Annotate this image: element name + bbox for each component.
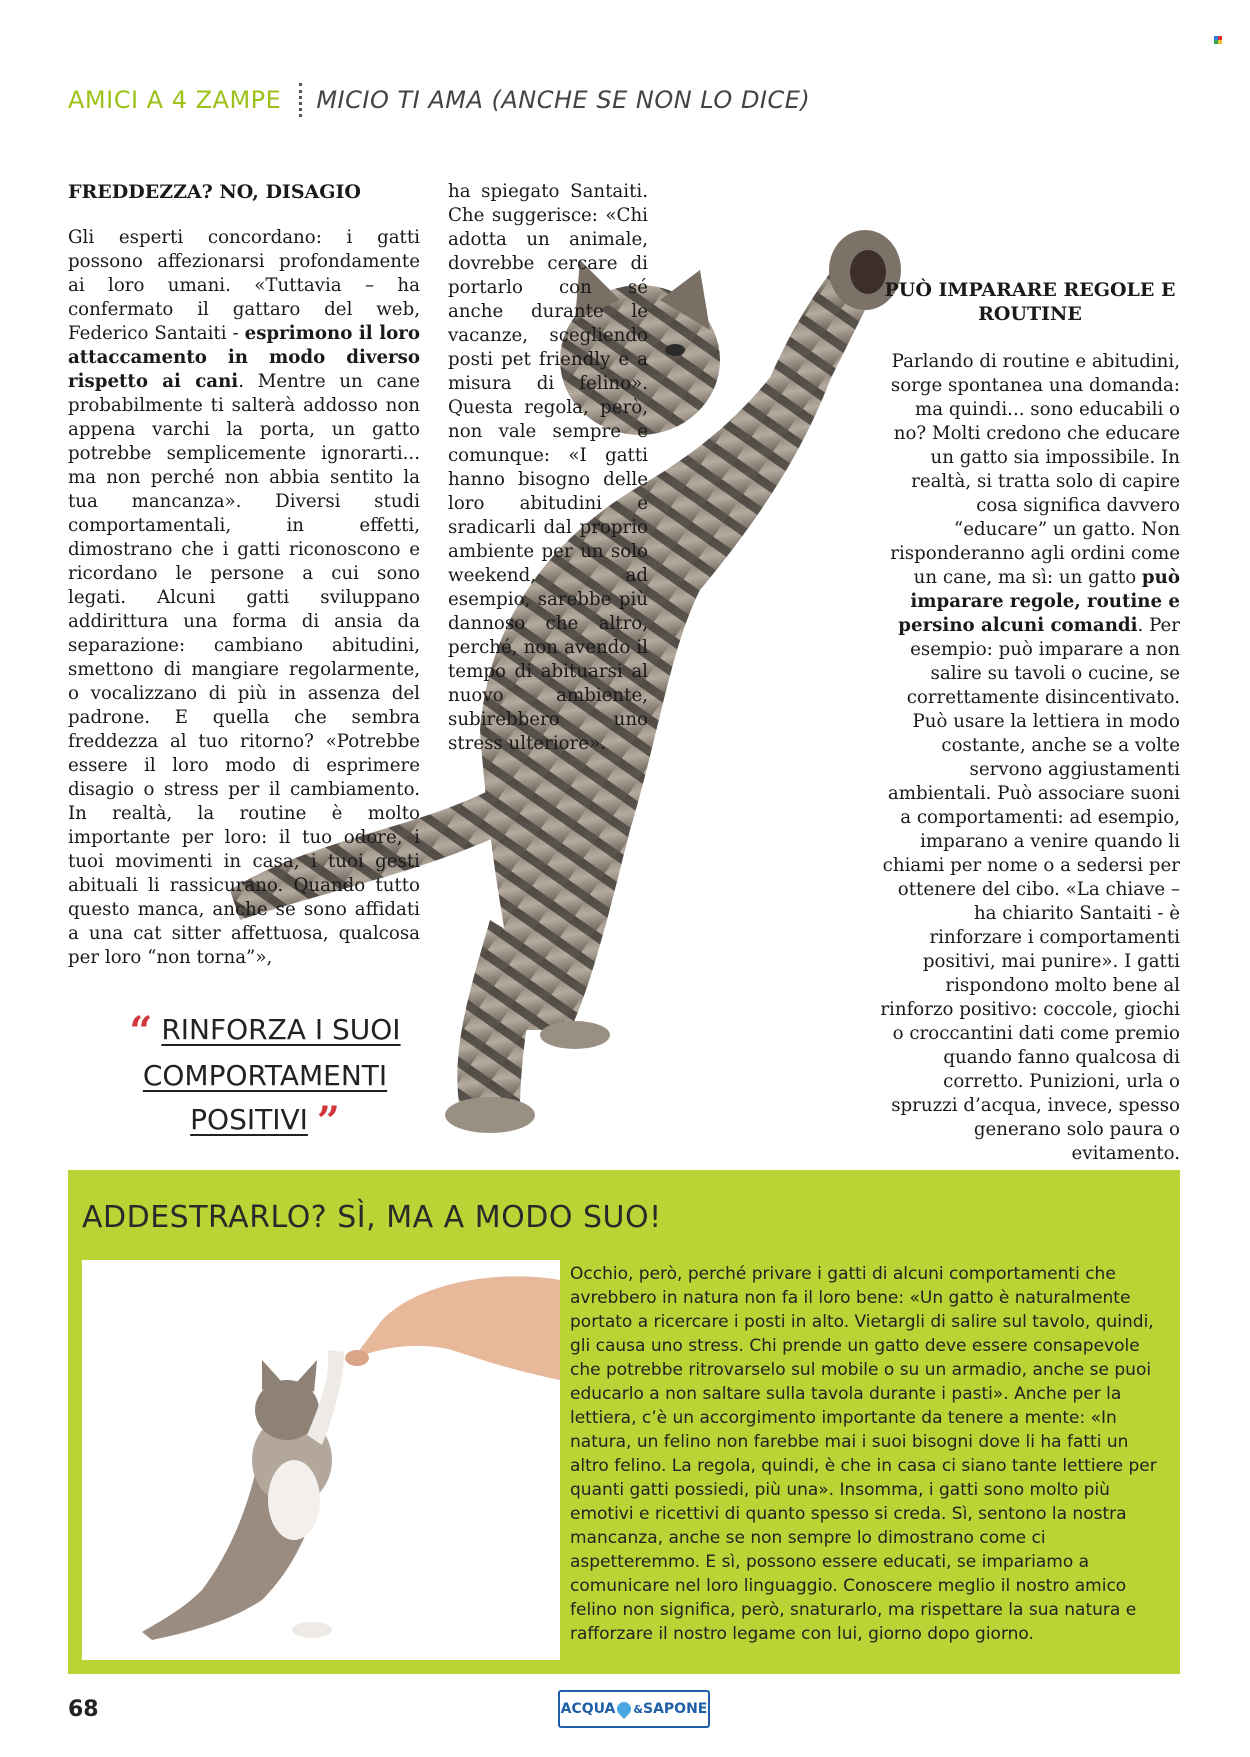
quote-line-2: COMPORTAMENTI xyxy=(142,1059,388,1092)
column-3 xyxy=(880,278,1180,1166)
section-heading-regole: PUÒ IMPARARE REGOLE E ROUTINE xyxy=(884,279,1176,325)
page-number: 68 xyxy=(68,1697,99,1722)
quote-line-3: POSITIVI xyxy=(190,1103,308,1136)
section-label: AMICI A 4 ZAMPE xyxy=(68,86,282,114)
text-run: . Per esempio: può imparare a non salire su tavoli o cucine, se correttamente disincentivato. Può usare la lettiera in modo costante, anche se a volte servono aggiustamenti ambientali. Può associare suoni a comportamenti: ad esempio, imparano a venire quando li chiami per nome o a sedersi per ottenere del cibo. «La chiave – ha chiarito Santaiti - è rinforzare i comportamenti positivi, mai punire». I gatti rispondono molto bene al rinforzo positivo: coccole, giochi o croccantini dati come premio quando fanno qualcosa di corretto. Punizioni, urla o spruzzi d’acqua, invece, spesso generano solo paura o evitamento. xyxy=(880,615,1180,1164)
box-title: ADDESTRARLO? SÌ, MA A MODO SUO! xyxy=(82,1200,662,1235)
paragraph-continuation: ha spiegato Santaiti. Che suggerisce: «Chi adotta un animale, dovrebbe cercare di portarlo con sé anche durante le vacanze, scegliendo posti pet friendly e a misura di felino». Questa regola, però, non vale sempre e comunque: «I gatti hanno bisogno delle loro abitudini e sradicarli dal proprio ambiente per un solo weekend, ad esempio, sarebbe più dannoso che altro, perché, non avendo il tempo di abituarsi al nuovo ambiente, subirebbero uno stress ulteriore». xyxy=(448,181,648,754)
bold-text: esprimono il loro attaccamento in modo diverso rispetto ai cani xyxy=(68,323,420,392)
header-divider xyxy=(299,83,302,117)
quote-line-1: RINFORZA I SUOI xyxy=(161,1013,401,1046)
logo-text-left: ACQUA xyxy=(560,1701,616,1717)
pull-quote xyxy=(100,1008,430,1144)
box-text xyxy=(570,1262,1160,1646)
open-quote-icon: “ xyxy=(129,1008,153,1055)
acqua-e-sapone-logo xyxy=(558,1690,710,1728)
article-title: MICIO TI AMA (ANCHE SE NON LO DICE) xyxy=(316,86,811,114)
water-drop-icon xyxy=(615,1699,635,1719)
close-quote-icon: ” xyxy=(316,1098,340,1145)
paragraph-freddezza xyxy=(68,226,420,970)
section-heading-freddezza: FREDDEZZA? NO, DISAGIO xyxy=(68,181,361,203)
box-paragraph: Occhio, però, perché privare i gatti di alcuni comportamenti che avrebbero in natura non fa il loro bene: «Un gatto è naturalmente portato a ricercare i posti in alto. Vietargli di salire sul tavolo, quindi, gli causa uno stress. Chi prende un gatto deve essere consapevole che potrebbe ritrovarselo sul mobile o su un armadio, anche se puoi educarlo a non saltare sulla tavola durante i pasti». Anche per la lettiera, c’è un accorgimento importante da tenere a mente: «In natura, un felino non farebbe mai i suoi bisogni dove li ha fatti un altro felino. La regola, quindi, è che in casa ci siano tante lettiere per quanti gatti possiedi, più una». Insomma, i gatti sono molto più emotivi e ricettivi di quanto spesso si creda. Sì, sentono la nostra mancanza, anche se non sempre lo dimostrano come ci aspetteremmo. E sì, possono essere educati, se impariamo a comunicare nel loro linguaggio. Conoscere meglio il nostro amico felino non significa, però, snaturarlo, ma rispettare la sua natura e rafforzare il nostro legame con lui, giorno dopo giorno. xyxy=(570,1264,1157,1644)
bold-text: può imparare regole, routine e persino alcuni comandi xyxy=(898,567,1180,636)
page-header xyxy=(68,80,810,120)
column-1 xyxy=(68,180,420,970)
text-run: . Mentre un cane probabilmente ti salterà addosso non appena varchi la porta, un gatto potrebbe semplicemente ignorarti... ma non perché non abbia sentito la tua mancanza». Diversi studi comportamentali, in effetti, dimostrano che i gatti riconoscono e ricordano le persone a cui sono legati. Alcuni gatti sviluppano addirittura una forma di ansia da separazione: cambiano abitudini, smettono di mangiare regolarmente, o vocalizzano di più in assenza del padrone. E quella che sembra freddezza al tuo ritorno? «Potrebbe essere il loro modo di esprimere disagio o stress per il cambiamento. In realtà, la routine è molto importante per loro: il tuo odore, i tuoi movimenti in casa, i tuoi gesti abituali li rassicurano. Quando tutto questo manca, anche se sono affidati a una cat sitter affettuosa, qualcosa per loro “non torna”», xyxy=(68,371,420,968)
text-run: Parlando di routine e abitudini, sorge spontanea una domanda: ma quindi... sono educabili o no? Molti credono che educare un gatto sia impossibile. In realtà, si tratta solo di capire cosa significa davvero “educare” un gatto. Non risponderanno agli ordini come un cane, ma sì: un gatto xyxy=(890,351,1180,588)
paragraph-regole xyxy=(880,350,1180,1166)
kitten-and-hand-photo xyxy=(82,1260,560,1660)
sidebar-box xyxy=(68,1170,1180,1674)
logo-ampersand: & xyxy=(633,1702,643,1716)
logo-text-right: SAPONE xyxy=(643,1701,708,1717)
text-run: Gli esperti concordano: i gatti possono affezionarsi profondamente ai loro umani. «Tuttavia – ha confermato il gattaro del web, Federico Santaiti - xyxy=(68,227,420,344)
column-2 xyxy=(448,180,648,756)
color-mark-icon xyxy=(1214,36,1222,44)
